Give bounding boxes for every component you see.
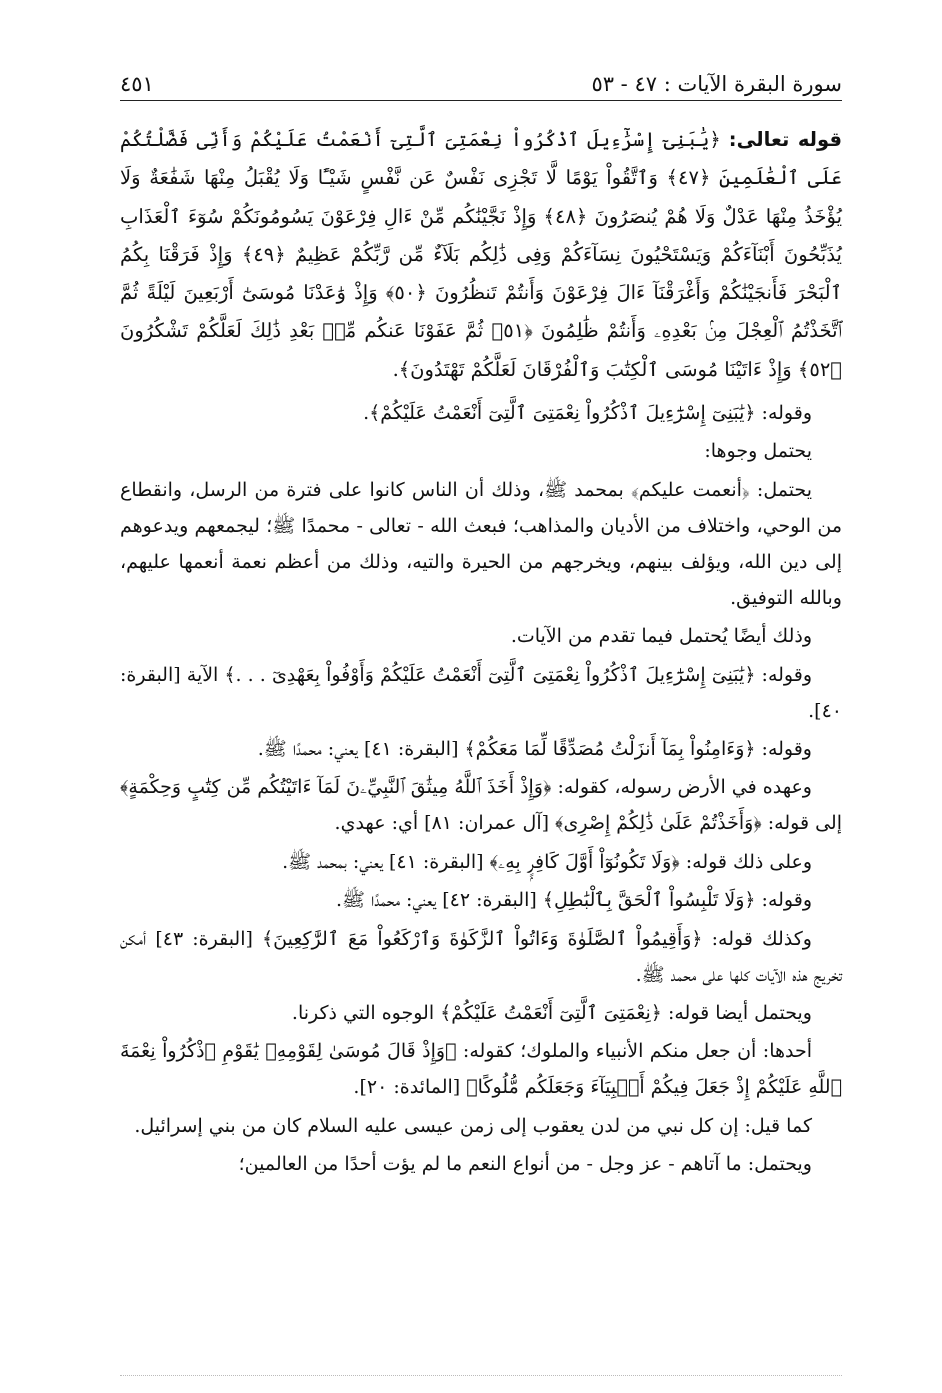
paragraph: وعلى ذلك قوله: ﴿وَلَا تَكُونُوٓاْ أَوَّلَ كَافِرٍۭ بِهِۦ﴾ [البقرة: ٤١] يعني: بمحمد ﷺ. xyxy=(282,850,812,873)
book-page xyxy=(120,56,842,1376)
paragraph: ويحتمل: ما آتاهم - عز وجل - من أنواع النعم ما لم يؤت أحدًا من العالمين؛ xyxy=(238,1153,812,1176)
paragraph: وقوله: ﴿وَلَا تَلْبِسُواْ ٱلْحَقَّ بِٱلْبَٰطِلِ﴾ [البقرة: ٤٢] يعني: محمدًا ﷺ. xyxy=(336,889,812,912)
paragraph: كما قيل: إن كل نبي من لدن يعقوب إلى زمن عيسى عليه السلام كان من بني إسرائيل. xyxy=(134,1114,812,1137)
paragraph: وكذلك قوله: ﴿وَأَقِيمُواْ ٱلصَّلَوٰةَ وَءَاتُواْ ٱلزَّكَوٰةَ وَٱرْكَعُواْ مَعَ ٱلرَّٰكِعِينَ﴾ [البقرة: ٤٣] أمكن تخريج هذه الآيات كلها على محمد ﷺ. xyxy=(120,927,842,986)
paragraph: وقوله: ﴿يَٰبَنِىٓ إِسْرَٰٓءِيلَ ٱذْكُرُواْ نِعْمَتِىَ ٱلَّتِىٓ أَنْعَمْتُ عَلَيْكُمْ﴾. xyxy=(363,402,812,425)
header-divider xyxy=(120,100,842,101)
verse-text: ﴿يَٰبَنِىٓ إِسْرَٰٓءِيلَ ٱذْكُرُواْ نِعْمَتِىَ ٱلَّتِىٓ أَنْعَمْتُ عَلَيْكُمْ وَأَنِّى فَضَّلْتُكُمْ عَلَى ٱلْعَٰلَمِينَ ﴿٤٧﴾ وَٱتَّقُواْ يَوْمًا لَّا تَجْزِى نَفْسٌ عَن نَّفْسٍ شَيْـًٔا وَلَا يُقْبَلُ مِنْهَا شَفَٰعَةٌ وَلَا يُؤْخَذُ مِنْهَا عَدْلٌ وَلَا هُمْ يُنصَرُونَ ﴿٤٨﴾ وَإِذْ نَجَّيْنَٰكُم مِّنْ ءَالِ فِرْعَوْنَ يَسُومُونَكُمْ سُوٓءَ ٱلْعَذَابِ يُذَبِّحُونَ أَبْنَآءَكُمْ وَيَسْتَحْيُونَ نِسَآءَكُمْ وَفِى ذَٰلِكُم بَلَآءٌ مِّن رَّبِّكُمْ عَظِيمٌ ﴿٤٩﴾ وَإِذْ فَرَقْنَا بِكُمُ ٱلْبَحْرَ فَأَنجَيْنَٰكُمْ وَأَغْرَقْنَآ ءَالَ فِرْعَوْنَ وَأَنتُمْ تَنظُرُونَ ﴿٥٠﴾ وَإِذْ وَٰعَدْنَا مُوسَىٰٓ أَرْبَعِينَ لَيْلَةً ثُمَّ ٱتَّخَذْتُمُ ٱلْعِجْلَ مِنۢ بَعْدِهِۦ وَأَنتُمْ ظَٰلِمُونَ ﴿٥١﴾ ثُمَّ عَفَوْنَا عَنكُم مِّنۢ بَعْدِ ذَٰلِكَ لَعَلَّكُمْ تَشْكُرُونَ ﴿٥٢﴾ وَإِذْ ءَاتَيْنَا مُوسَى ٱلْكِتَٰبَ وَٱلْفُرْقَانَ لَعَلَّكُمْ تَهْتَدُونَ﴾. xyxy=(120,128,843,381)
header-title: سورة البقرة الآيات : ٤٧ - ٥٣ xyxy=(591,72,842,96)
page-body xyxy=(120,121,842,1182)
paragraph: وقوله: ﴿يَٰبَنِىٓ إِسْرَٰٓءِيلَ ٱذْكُرُواْ نِعْمَتِىَ ٱلَّتِىٓ أَنْعَمْتُ عَلَيْكُمْ وَأَوْفُواْ بِعَهْدِىٓ . . .﴾ الآية [البقرة: ٤٠]. xyxy=(120,663,842,722)
paragraph: ويحتمل أيضا قوله: ﴿نِعْمَتِىَ ٱلَّتِىٓ أَنْعَمْتُ عَلَيْكُمْ﴾ الوجوه التي ذكرنا. xyxy=(291,1001,812,1024)
paragraph: أحدها: أن جعل منكم الأنبياء والملوك؛ كقوله: ﴿وَإِذْ قَالَ مُوسَىٰ لِقَوْمِهِۦ يَٰقَوْمِ ٱذْكُرُواْ نِعْمَةَ ٱللَّهِ عَلَيْكُمْ إِذْ جَعَلَ فِيكُمْ أَنۢبِيَآءَ وَجَعَلَكُم مُّلُوكًا﴾ [المائدة: ٢٠]. xyxy=(120,1040,842,1099)
quran-verses-block xyxy=(120,121,842,389)
running-header xyxy=(120,56,842,96)
paragraph: يحتمل وجوها: xyxy=(704,440,812,463)
paragraph: وذلك أيضًا يُحتمل فيما تقدم من الآيات. xyxy=(510,625,812,648)
paragraph: وعهده في الأرض رسوله، كقوله: ﴿وَإِذْ أَخَذَ ٱللَّهُ مِيثَٰقَ ٱلنَّبِيِّۦنَ لَمَآ ءَاتَيْتُكُم مِّن كِتَٰبٍ وَحِكْمَةٍ﴾ إلى قوله: ﴿وَأَخَذْتُمْ عَلَىٰ ذَٰلِكُمْ إِصْرِى﴾ [آل عمران: ٨١] أي: عهدي. xyxy=(120,776,842,835)
footer-divider xyxy=(120,1375,842,1376)
page-number: ٤٥١ xyxy=(120,72,154,96)
verse-lead-label: قوله تعالى: xyxy=(728,128,842,151)
paragraph: يحتمل: ﴿أنعمت عليكم﴾ بمحمد ﷺ، وذلك أن الناس كانوا على فترة من الرسل، وانقطاع من الوحي، واختلاف من الأديان والمذاهب؛ فبعث الله - تعالى - محمدًا ﷺ؛ ليجمعهم ويدعوهم إلى دين الله، ويؤلف بينهم، ويخرجهم من الحيرة والتيه، وذلك من أعظم نعمة أنعمها عليهم، وبالله التوفيق. xyxy=(120,478,842,609)
paragraph: وقوله: ﴿وَءَامِنُواْ بِمَآ أَنزَلْتُ مُصَدِّقًا لِّمَا مَعَكُمْ﴾ [البقرة: ٤١] يعني: محمدًا ﷺ. xyxy=(257,738,812,761)
